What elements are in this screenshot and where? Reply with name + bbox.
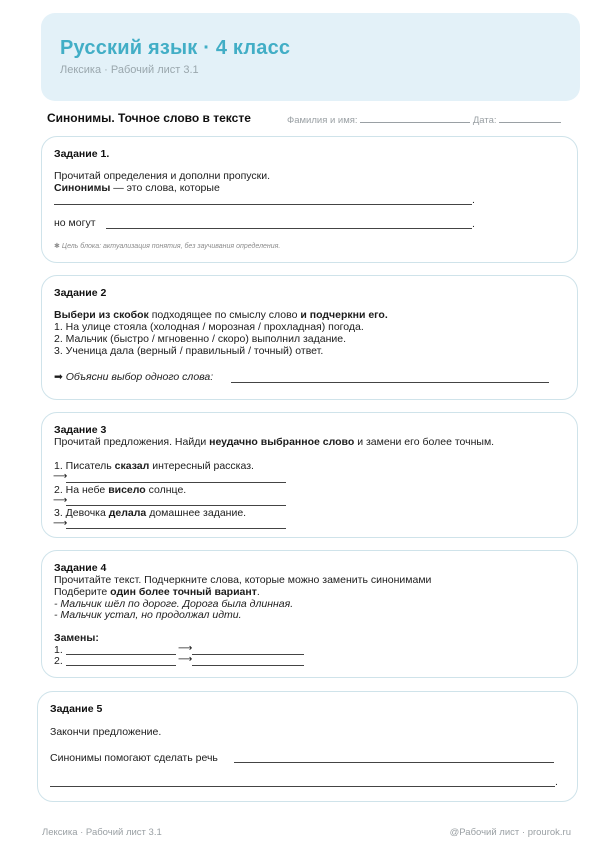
name-blank[interactable] [360, 113, 470, 123]
task-2-explain [54, 371, 213, 383]
task-2-instr-mid: подходящее по смыслу слово [148, 309, 301, 321]
task-5-instruction: Закончи предложение. [50, 726, 162, 738]
task-4-line-2-pre: Подберите [54, 586, 111, 598]
task-3-instr-end: и замени его более точным. [354, 436, 495, 448]
task-4-text-2-italic: - Мальчик устал, но продолжал идти. [54, 609, 242, 621]
task-5-card: Задание 5 Закончи предложение. Синонимы помогают сделать речь . [37, 691, 578, 802]
task-3-sentence [54, 460, 254, 472]
task-1-note [54, 242, 280, 250]
task-4-text-1-italic: - Мальчик шёл по дороге. Дорога была длинная. [54, 598, 294, 610]
task-1-note-text: Цель блока: актуализация понятия, без заучивания определения. [61, 243, 281, 250]
task-4-line-2 [54, 586, 260, 598]
name-label: Фамилия и имя: [287, 115, 358, 126]
replacement-blank[interactable] [66, 665, 176, 666]
task-5-sentence: Синонимы помогают сделать речь [50, 752, 218, 764]
replacement-row-number: 2. [54, 655, 63, 667]
task-3-sentence [54, 484, 186, 496]
sentence-word: делала [108, 507, 147, 519]
task-1-card: Задание 1. Прочитай определения и дополни пропуски. Синонимы — это слова, которые . но могут . ✱ Цель блока: актуализация понятия, без заучивания определения. [41, 136, 578, 263]
task-3-card [41, 412, 578, 538]
arrow-right-icon: ⟶ [178, 643, 193, 654]
date-blank[interactable] [499, 113, 561, 123]
task-3-instr-bold: неудачно выбранное слово [209, 436, 355, 448]
sentence-pre: 3. Девочка [54, 507, 109, 519]
definition-term: Синонимы [54, 182, 111, 194]
definition-blank-1[interactable] [54, 204, 472, 205]
date-label: Дата: [472, 115, 497, 126]
task-1-but-can: но могут [54, 217, 96, 229]
replacement-row-number: 1. [54, 644, 63, 656]
sentence-blank-2[interactable] [50, 786, 555, 787]
arrow-right-icon: ⟶ [53, 471, 68, 482]
task-2-item: 3. Ученица дала (верный / правильный / точный) ответ. [54, 345, 324, 357]
task-3-instr-start: Прочитай предложения. Найди [54, 436, 210, 448]
explain-blank[interactable] [231, 382, 549, 383]
footer-left: Лексика · Рабочий лист 3.1 [42, 827, 162, 838]
student-fields [287, 113, 561, 126]
task-1-definition [54, 182, 220, 194]
replacement-blank[interactable] [66, 654, 176, 655]
sentence-word: висело [108, 484, 146, 496]
replacement-blank[interactable] [66, 505, 286, 506]
arrow-right-icon: ⟶ [53, 495, 68, 506]
sheet-topic: Синонимы. Точное слово в тексте [47, 111, 251, 125]
task-4-title: Задание 4 [54, 562, 107, 574]
arrow-right-icon: ➡ [54, 371, 63, 383]
replacements-label-text: Замены: [54, 632, 99, 644]
sentence-post: интересный рассказ. [149, 460, 254, 472]
task-3-title: Задание 3 [54, 424, 107, 436]
task-3-sentence [54, 507, 246, 519]
task-2-item: 1. На улице стояла (холодная / морозная / прохладная) погода. [54, 321, 364, 333]
task-3-instruction [54, 436, 494, 448]
sentence-pre: 2. На небе [54, 484, 109, 496]
task-1-intro: Прочитай определения и дополни пропуски. [54, 170, 271, 182]
task-2-card [41, 275, 578, 400]
sentence-pre: 1. Писатель [54, 460, 115, 472]
sentence-word: сказал [114, 460, 150, 472]
definition-blank-2[interactable] [106, 228, 472, 229]
sentence-post: домашнее задание. [146, 507, 247, 519]
task-2-title: Задание 2 [54, 287, 107, 299]
arrow-right-icon: ⟶ [53, 518, 68, 529]
task-4-card [41, 550, 578, 678]
task-1-title: Задание 1. [54, 148, 110, 160]
replacement-blank[interactable] [66, 482, 286, 483]
replacement-blank[interactable] [192, 665, 304, 666]
task-4-line-1: Прочитайте текст. Подчеркните слова, которые можно заменить синонимами [54, 574, 432, 586]
task-2-instruction [54, 309, 388, 321]
footer-right: @Рабочий лист · prourok.ru [449, 827, 571, 838]
page-title: Русский язык · 4 класс [60, 37, 291, 59]
task-2-instr-bold-1: Выбери из скобок [54, 309, 149, 321]
pin-icon: ✱ [54, 243, 60, 250]
task-2-explain-text: Объясни выбор одного слова: [65, 371, 214, 383]
arrow-right-icon: ⟶ [178, 654, 193, 665]
replacement-blank[interactable] [192, 654, 304, 655]
sentence-post: солнце. [145, 484, 187, 496]
task-4-line-2-bold: один более точный вариант [110, 586, 257, 598]
task-2-item: 2. Мальчик (быстро / мгновенно / скоро) выполнил задание. [54, 333, 347, 345]
task-4-line-2-post: . [256, 586, 260, 598]
replacement-blank[interactable] [66, 528, 286, 529]
header-banner [41, 13, 580, 101]
definition-rest: — это слова, которые [110, 182, 220, 194]
task-2-instr-bold-2: и подчеркни его. [300, 309, 388, 321]
sentence-blank-1[interactable] [234, 762, 554, 763]
page-subtitle: Лексика · Рабочий лист 3.1 [60, 64, 199, 76]
task-5-title: Задание 5 [50, 703, 103, 715]
replacements-label [54, 632, 99, 644]
task-4-text-2 [54, 609, 242, 621]
